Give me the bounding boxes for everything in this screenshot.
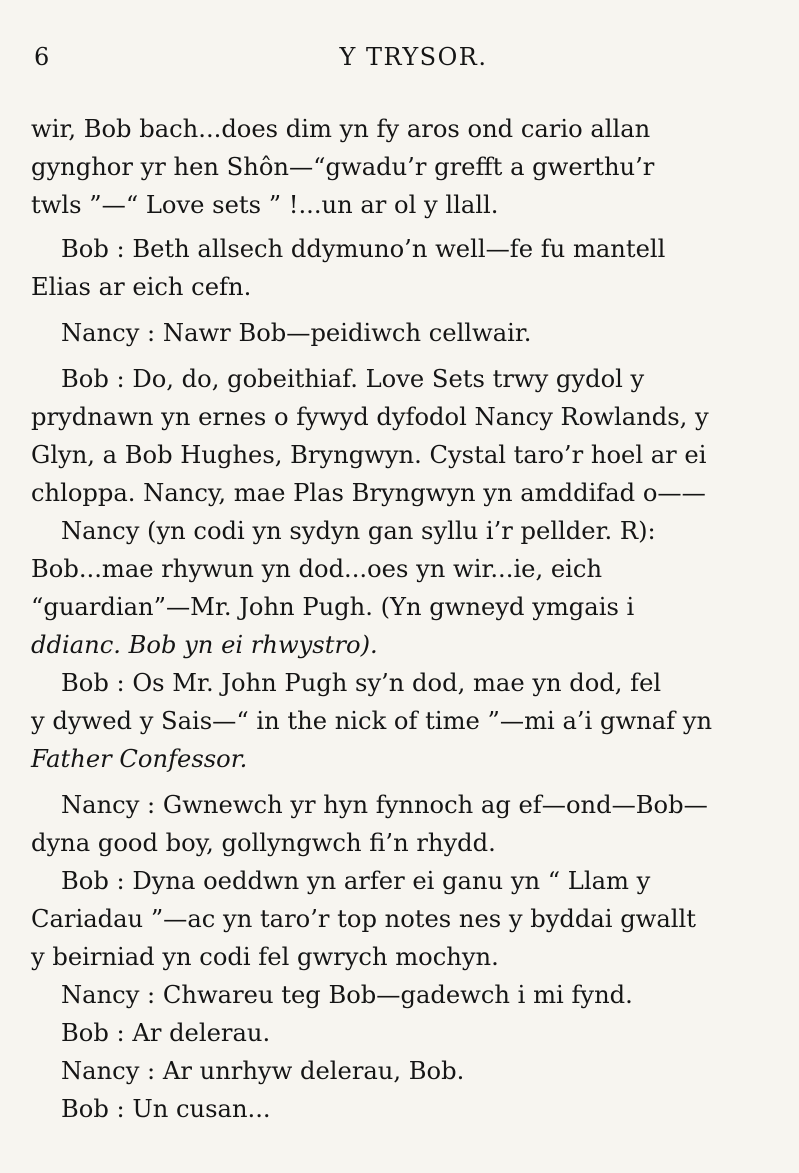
text-line: Bob : Beth allsech ddymuno’n well—fe fu mantell — [61, 235, 666, 263]
text-line: prydnawn yn ernes o fywyd dyfodol Nancy Rowlands, y — [31, 403, 709, 431]
text-line: Cariadau ”—ac yn taro’r top notes nes y byddai gwallt — [31, 905, 696, 933]
text-line: twls ”—“ Love sets ” !...un ar ol y llall. — [31, 191, 499, 219]
text-line: “guardian”—Mr. John Pugh. (Yn gwneyd ymgais i — [31, 593, 635, 621]
dialogue-nancy — [31, 512, 767, 664]
dialogue-nancy — [31, 976, 767, 1014]
dialogue-bob — [31, 1014, 767, 1052]
text-line: Bob : Os Mr. John Pugh sy’n dod, mae yn dod, fel — [61, 669, 662, 697]
dialogue-bob — [31, 1090, 767, 1128]
text-line: Nancy : Gwnewch yr hyn fynnoch ag ef—ond—Bob— — [61, 791, 708, 819]
text-line: Bob : Ar delerau. — [61, 1019, 271, 1047]
text-line: Glyn, a Bob Hughes, Bryngwyn. Cystal taro’r hoel ar ei — [31, 441, 707, 469]
text-line: Nancy : Ar unrhyw delerau, Bob. — [61, 1057, 465, 1085]
text-line: ddianc. Bob yn ei rhwystro). — [31, 631, 378, 659]
dialogue-nancy — [31, 314, 767, 352]
paragraph — [31, 110, 767, 224]
text-line: y beirniad yn codi fel gwrych mochyn. — [31, 943, 499, 971]
text-line: dyna good boy, gollyngwch fi’n rhydd. — [31, 829, 496, 857]
text-line: Father Confessor. — [31, 745, 248, 773]
text-line: Nancy (yn codi yn sydyn gan syllu i’r pellder. R): — [61, 517, 656, 545]
dialogue-bob — [31, 664, 767, 778]
dialogue-nancy — [31, 1052, 767, 1090]
text-line: Nancy : Chwareu teg Bob—gadewch i mi fynd. — [61, 981, 633, 1009]
text-line: Bob : Dyna oeddwn yn arfer ei ganu yn “ Llam y — [61, 867, 651, 895]
text-line: Bob : Do, do, gobeithiaf. Love Sets trwy gydol y — [61, 365, 645, 393]
page-body — [31, 110, 767, 1128]
dialogue-bob — [31, 862, 767, 976]
text-line: Bob : Un cusan... — [61, 1095, 271, 1123]
text-line: Elias ar eich cefn. — [31, 273, 252, 301]
text-line: wir, Bob bach...does dim yn fy aros ond cario allan — [31, 115, 651, 143]
page-title: Y TRYSOR. — [339, 43, 488, 71]
dialogue-bob — [31, 230, 767, 306]
running-header — [30, 43, 767, 79]
text-line: chloppa. Nancy, mae Plas Bryngwyn yn amddifad o—— — [31, 479, 706, 507]
text-line: y dywed y Sais—“ in the nick of time ”—mi a’i gwnaf yn — [31, 707, 713, 735]
text-line: Nancy : Nawr Bob—peidiwch cellwair. — [61, 319, 532, 347]
text-line: gynghor yr hen Shôn—“gwadu’r grefft a gwerthu’r — [31, 153, 655, 181]
page-number: 6 — [34, 43, 50, 71]
text-line: Bob...mae rhywun yn dod...oes yn wir...ie, eich — [31, 555, 603, 583]
dialogue-nancy — [31, 786, 767, 862]
dialogue-bob — [31, 360, 767, 512]
